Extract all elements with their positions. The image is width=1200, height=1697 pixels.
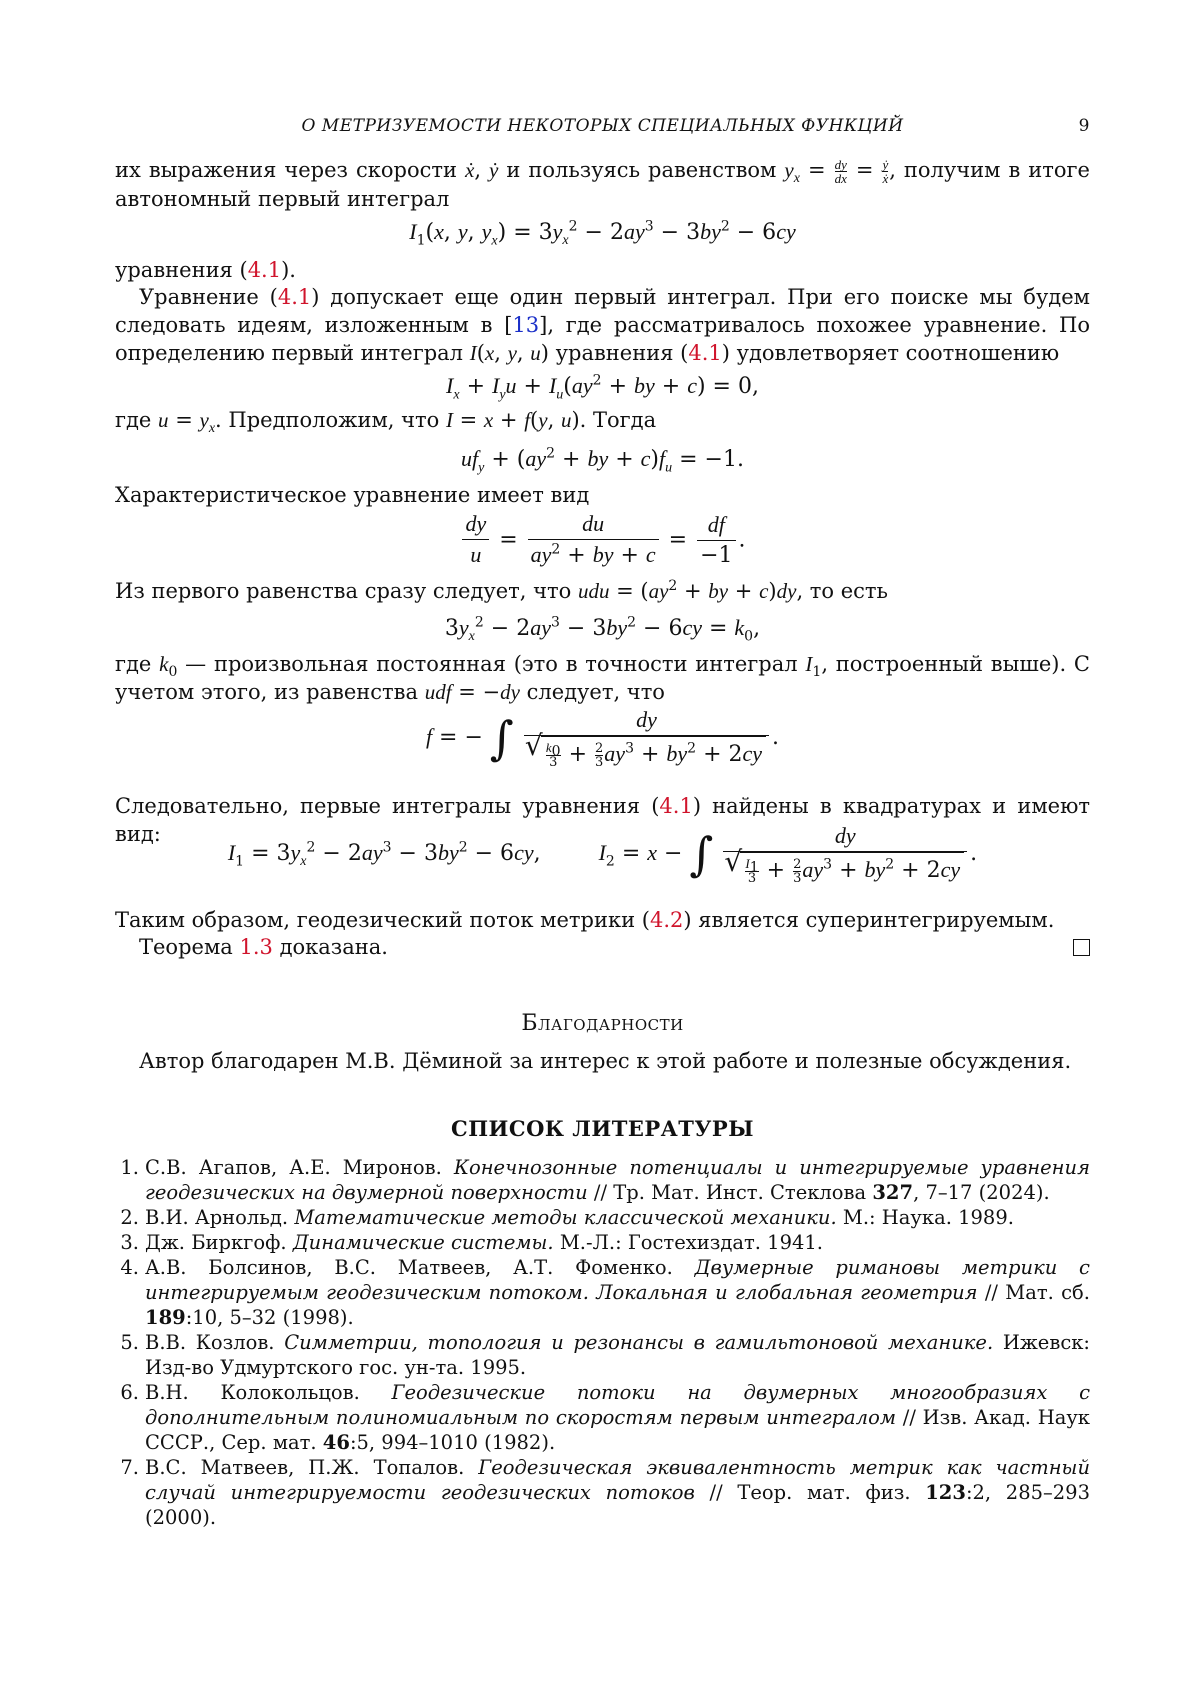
reference-source: Ижевск: Изд-во Удмуртского гос. ун-та. 1995. — [145, 1331, 1090, 1379]
reference-authors: Дж. Биркгоф. — [145, 1231, 293, 1254]
reference-authors: В.С. Матвеев, П.Ж. Топалов. — [145, 1456, 479, 1479]
reference-volume: 189 — [145, 1306, 186, 1329]
running-title: О МЕТРИЗУЕМОСТИ НЕКОТОРЫХ СПЕЦИАЛЬНЫХ ФУНКЦИЙ — [301, 116, 904, 136]
reference-authors: В.Н. Колокольцов. — [145, 1381, 392, 1404]
equation-characteristic: $\frac{dy}{u}$ = $\frac{du}{ay^2 + by + c}$ = $\frac{df}{-1}$ . — [115, 510, 1090, 571]
reference-number: 1. — [120, 1156, 139, 1179]
reference-authors: С.В. Агапов, А.Е. Миронов. — [145, 1156, 454, 1179]
equation-I1: $I_1(x$, y, $y_x) = 3y_x^2 - 2ay^3 - 3by^2 - 6cy$ — [409, 218, 796, 249]
reference-volume: 123 — [925, 1481, 966, 1504]
acknowledgements-text: Автор благодарен М.В. Дёминой за интерес к этой работе и полезные обсуждения. — [139, 1049, 1072, 1073]
paragraph-velocities: их выражения через скорости ẋ, ẏ и пользуясь равенством $y_x$ = $\frac{dy}{dx}$ = $\frac{\text{ẏ}}{\text{ẋ}}$ , получим в итоге автономный первый интеграл — [115, 157, 1090, 211]
reference-item — [115, 1380, 1090, 1455]
acknowledgements-title: Благодарности — [521, 1011, 684, 1036]
equation-link[interactable]: 4.1 — [277, 285, 312, 309]
equation-f-integral: f = − ∫ dy √ $\frac{k_0}{3}$ + $\frac{2}{3}$ $ay^3 + by^2 + 2cy$ . — [115, 706, 1090, 770]
running-header — [115, 112, 1090, 138]
reference-source: // Теор. мат. физ. — [694, 1481, 926, 1504]
reference-title: Геодезические потоки на двумерных многообразиях с дополнительным полиномиальным по скоростям первым интегралом — [145, 1381, 1091, 1429]
reference-item — [115, 1205, 1090, 1230]
paragraph-assumption: где $u = y_x$. Предположим, что I = x + f(y, u). Тогда — [115, 408, 657, 437]
reference-number: 2. — [120, 1206, 139, 1229]
reference-number: 4. — [120, 1256, 139, 1279]
reference-title: Динамические системы. — [292, 1231, 554, 1254]
bibliography-list — [115, 1155, 1090, 1530]
reference-item — [115, 1330, 1090, 1380]
reference-source: // Изв. Акад. Наук СССР., Сер. мат. — [145, 1406, 1090, 1454]
reference-item — [115, 1255, 1090, 1330]
reference-title: Симметрии, топология и резонансы в гамильтоновой механике. — [284, 1331, 994, 1354]
reference-source: М.-Л.: Гостехиздат. 1941. — [553, 1231, 824, 1254]
reference-item — [115, 1155, 1090, 1205]
reference-number: 6. — [120, 1381, 139, 1404]
citation-link[interactable]: 13 — [512, 313, 540, 337]
reference-pages: :10, 5–32 (1998). — [185, 1306, 354, 1329]
reference-number: 3. — [120, 1231, 139, 1254]
paragraph-constant: где $k_0$ — произвольная постоянная (это в точности интеграл $I_1$, построенный выше). С учетом этого, из равенства udf = −dy следует, что — [115, 652, 1090, 704]
reference-number: 7. — [120, 1456, 139, 1479]
reference-volume: 327 — [872, 1181, 914, 1204]
qed-square-icon — [1073, 939, 1090, 956]
reference-title: Двумерные римановы метрики с интегрируемым геодезическим потоком. Локальная и глобальная геометрия — [145, 1256, 1090, 1304]
equation-link[interactable]: 4.1 — [247, 258, 282, 282]
theorem-link[interactable]: 1.3 — [239, 935, 273, 959]
paper-page — [115, 0, 1090, 1697]
equation-k0: $3y_x^2 - 2ay^3 - 3by^2 - 6cy = k_0$, — [444, 614, 761, 645]
reference-source: // Мат. сб. — [977, 1281, 1090, 1304]
reference-source: М.: Наука. 1989. — [836, 1206, 1014, 1229]
reference-item — [115, 1230, 1090, 1255]
reference-item — [115, 1455, 1090, 1530]
equation-I1-I2: $I_1 = 3y_x^2 - 2ay^3 - 3by^2 - 6cy$, $I_2 = x$ − ∫ dy √ $\frac{I_1}{3}$ + $\frac{2}{3}$ $ay^3 + by^2 + 2cy$ . — [115, 822, 1090, 886]
reference-title: Математические методы классической механики. — [294, 1206, 837, 1229]
reference-pages: , 7–17 (2024). — [913, 1181, 1050, 1204]
reference-authors: А.В. Болсинов, В.С. Матвеев, А.Т. Фоменко. — [145, 1256, 695, 1279]
reference-title: Геодезическая эквивалентность метрик как частный случай интегрируемости геодезических потоков — [145, 1456, 1090, 1504]
page-number: 9 — [1078, 116, 1090, 136]
paragraph-characteristic: Характеристическое уравнение имеет вид — [115, 483, 590, 507]
equation-link[interactable]: 4.1 — [659, 794, 693, 818]
equation-link[interactable]: 4.1 — [688, 341, 722, 365]
paragraph-second-integral: Уравнение (4.1) допускает еще один первый интеграл. При его поиске мы будем следовать идеям, изложенным в [13], где рассматривалось похожее уравнение. По определению первый интеграл I(x, y, u) уравнения (4.1) удовлетворяет соотношению — [115, 285, 1090, 365]
equation-first-integral-condition: $I_x + I_yu + I_u(ay^2$ + by + c) = 0, — [446, 372, 759, 403]
bibliography-title: СПИСОК ЛИТЕРАТУРЫ — [451, 1116, 754, 1141]
reference-number: 5. — [120, 1331, 139, 1354]
paragraph-superintegrable: Таким образом, геодезический поток метрики (4.2) является суперинтегрируемым. — [115, 908, 1055, 932]
equation-pde-f: $uf_y + (ay^2$ + by + $c)f_u = -1$. — [461, 445, 744, 476]
reference-source: // Тр. Мат. Инст. Стеклова — [587, 1181, 873, 1204]
reference-title: Конечнозонные потенциалы и интегрируемые уравнения геодезических на двумерной поверхности — [145, 1156, 1090, 1204]
reference-pages: :5, 994–1010 (1982). — [349, 1431, 556, 1454]
paragraph-first-equality: Из первого равенства сразу следует, что udu = ($ay^2$ + by + c)dy, то есть — [115, 578, 888, 603]
paragraph-theorem-proved: Теорема 1.3 доказана. — [139, 935, 388, 959]
equation-link[interactable]: 4.2 — [649, 908, 684, 932]
reference-authors: В.В. Козлов. — [145, 1331, 285, 1354]
reference-authors: В.И. Арнольд. — [145, 1206, 295, 1229]
paragraph-equation-ref: уравнения (4.1). — [115, 258, 296, 282]
reference-volume: 46 — [322, 1431, 350, 1454]
paragraph-quadratures: Следовательно, первые интегралы уравнения (4.1) найдены в квадратурах и имеют вид: — [115, 794, 1090, 846]
reference-pages: :2, 285–293 (2000). — [145, 1481, 1090, 1529]
